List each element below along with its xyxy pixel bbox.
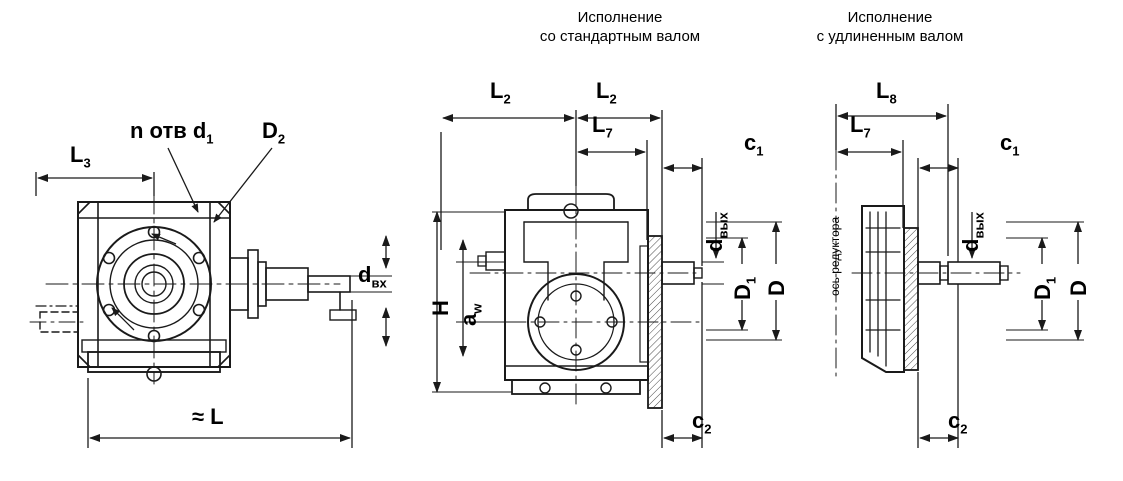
label-d-middle: D (764, 280, 789, 296)
label-d-vyh-middle-subscript: вых (715, 212, 731, 239)
label-c1-middle: $c_1$ (744, 130, 764, 159)
label-l7-middle-subscript: 7 (605, 125, 613, 141)
label-c2-right: $c_2$ (948, 408, 968, 437)
header-extended-shaft-line1: Исполнение (847, 9, 933, 26)
label-d1-right: $D_1$ (1030, 276, 1059, 300)
label-l2-left: $L_2$ (490, 78, 511, 107)
header-extended-shaft-line2: с удлиненным валом (816, 28, 964, 45)
label-l8: $L_8$ (876, 78, 897, 107)
label-d1-middle-subscript: 1 (743, 276, 759, 285)
label-c2-middle-subscript: 2 (704, 421, 712, 437)
label-h: H (428, 300, 453, 316)
label-n-otv-d1: n отв $d_1$ (130, 118, 214, 147)
label-d1-right-subscript: 1 (1043, 276, 1059, 285)
middle-view-geometry (470, 186, 702, 408)
label-aw-subscript: w (469, 303, 485, 314)
label-d-vx-subscript: вх (371, 275, 387, 291)
label-c1-right: $c_1$ (1000, 130, 1020, 159)
label-d2-subscript: 2 (277, 131, 286, 147)
label-aw: $a_w$ (456, 303, 485, 326)
label-l8-subscript: 8 (889, 91, 897, 107)
label-d-right: D (1066, 280, 1091, 296)
label-l2-right: $L_2$ (596, 78, 617, 107)
label-c2-right-subscript: 2 (960, 421, 968, 437)
label-d-vx: $d_{вх}$ (358, 262, 387, 291)
label-d-vyh-right: $d_{вых}$ (958, 212, 987, 252)
label-c1-right-subscript: 1 (1012, 143, 1020, 159)
label-d-vyh-right-subscript: вых (971, 212, 987, 239)
label-c2-middle: $c_2$ (692, 408, 712, 437)
label-l7-middle: $L_7$ (592, 112, 613, 141)
left-view-geometry (30, 192, 356, 384)
label-l7-right: $L_7$ (850, 112, 871, 141)
label-overall-length: ≈ L (192, 404, 224, 429)
left-view-dimensions (36, 148, 392, 448)
label-d1-middle: $D_1$ (730, 276, 759, 300)
label-l2-left-subscript: 2 (503, 91, 511, 107)
label-n-otv-d1-subscript: 1 (206, 131, 214, 147)
header-standard-shaft-line1: Исполнение (577, 9, 663, 26)
label-l7-right-subscript: 7 (863, 125, 871, 141)
label-l3: $L_3$ (70, 142, 91, 171)
label-d-vyh-middle: $d_{вых}$ (702, 212, 731, 252)
label-d2: $D_2$ (262, 118, 286, 147)
right-view-geometry (836, 150, 1020, 380)
label-l3-subscript: 3 (83, 155, 91, 171)
label-axis-note: ось редуктора (828, 216, 842, 296)
label-l2-right-subscript: 2 (609, 91, 617, 107)
header-standard-shaft-line2: со стандартным валом (539, 28, 701, 45)
label-c1-middle-subscript: 1 (756, 143, 764, 159)
